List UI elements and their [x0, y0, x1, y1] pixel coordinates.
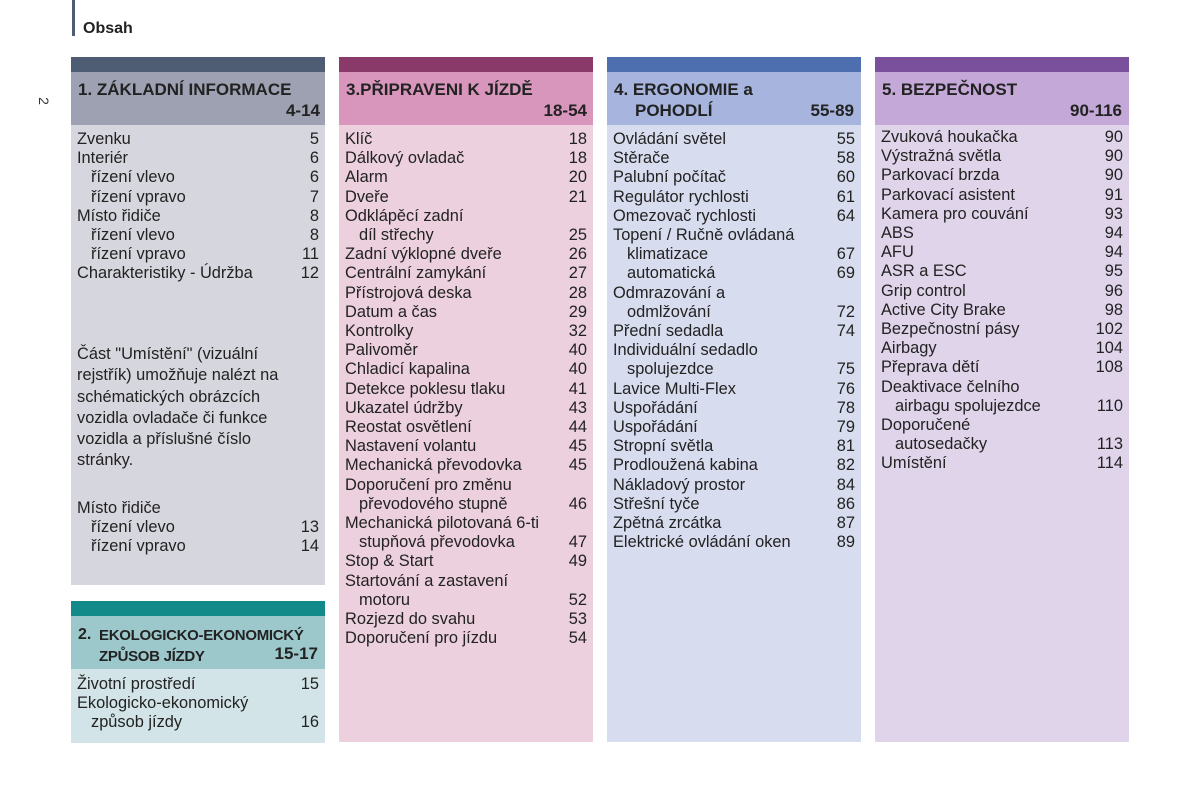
page-number: 2 [36, 97, 52, 105]
toc-entry-label: Ekologicko-ekonomický [77, 694, 249, 713]
toc-entry-label: Deaktivace čelního [881, 377, 1020, 396]
toc-entry-label: Nastavení volantu [345, 437, 477, 456]
toc-entry[interactable] [613, 168, 855, 187]
toc-entry-page: 87 [836, 514, 855, 532]
toc-entry-label: Parkovací asistent [881, 185, 1015, 204]
toc-entry-page: 32 [568, 322, 587, 340]
toc-entry[interactable] [613, 130, 855, 149]
toc-entry-label: Airbagy [881, 339, 937, 358]
section-1-note [77, 344, 319, 472]
toc-entry-page: 49 [568, 552, 587, 571]
toc-entry-label: Nákladový prostor [613, 475, 746, 494]
toc-entry-page: 45 [568, 456, 587, 475]
toc-entry[interactable] [345, 341, 587, 360]
toc-entry[interactable] [613, 188, 855, 207]
section-1-pages: 4-14 [285, 101, 320, 120]
toc-entry[interactable] [77, 518, 319, 537]
toc-entry[interactable] [881, 262, 1123, 281]
toc-entry[interactable] [881, 282, 1123, 301]
toc-entry-label: Místo řidiče [77, 499, 161, 517]
toc-entry[interactable] [613, 245, 855, 264]
toc-entry-label: ABS [881, 224, 914, 242]
toc-entry-label: stupňová převodovka [359, 533, 515, 552]
section-2-num: 2. [78, 626, 92, 643]
toc-entry-label: Uspořádání [613, 418, 698, 436]
toc-entry[interactable] [613, 303, 855, 322]
toc-entry-page: 7 [309, 187, 319, 206]
toc-entry-label: Kamera pro couvání [881, 204, 1029, 223]
section-4-title-line1: 4. ERGONOMIE a [614, 80, 753, 99]
toc-entry-label: spolujezdce [627, 360, 714, 379]
toc-entry[interactable] [345, 284, 587, 303]
section-4-body [607, 125, 861, 742]
toc-entry[interactable] [345, 188, 587, 207]
toc-entry-page: 12 [300, 264, 319, 283]
toc-entry[interactable] [613, 437, 855, 456]
toc-entry-label: Active City Brake [881, 300, 1006, 319]
toc-entry-label: AFU [881, 243, 914, 262]
toc-entry-page: 81 [836, 437, 855, 456]
toc-entry-label: Životní prostředí [77, 675, 196, 693]
toc-entry[interactable] [881, 397, 1123, 416]
toc-entry[interactable] [881, 378, 1123, 397]
toc-entry-label: řízení vlevo [91, 518, 175, 537]
toc-entry-page: 47 [568, 533, 587, 552]
toc-entry[interactable] [345, 437, 587, 456]
toc-entry[interactable] [345, 226, 587, 245]
toc-entry-label: Stop & Start [345, 552, 434, 571]
section-5-title: 5. BEZPEČNOST [882, 80, 1018, 99]
toc-entry[interactable] [881, 205, 1123, 224]
toc-entry-label: řízení vpravo [91, 187, 186, 206]
toc-entry[interactable] [881, 186, 1123, 205]
toc-entry-label: Palubní počítač [613, 168, 726, 187]
toc-entry-page: 53 [568, 610, 587, 628]
toc-entry[interactable] [345, 149, 587, 168]
section-5-pages: 90-116 [1070, 101, 1122, 120]
toc-entry[interactable] [345, 399, 587, 418]
toc-entry[interactable] [881, 416, 1123, 435]
toc-entry[interactable] [77, 168, 319, 187]
toc-entry[interactable] [77, 264, 319, 283]
note-line: Část "Umístění" (vizuální [77, 345, 259, 363]
toc-entry-label: Interiér [77, 149, 129, 168]
toc-entry[interactable] [77, 675, 319, 694]
toc-entry-label: klimatizace [627, 245, 709, 264]
toc-entry-page: 102 [1095, 320, 1123, 338]
toc-entry-page: 69 [836, 264, 855, 283]
toc-entry-label: Elektrické ovládání oken [613, 533, 791, 552]
toc-entry[interactable] [345, 533, 587, 552]
toc-entry[interactable] [881, 339, 1123, 358]
toc-entry-label: Grip control [881, 281, 966, 300]
toc-entry-page: 27 [568, 264, 587, 283]
toc-entry-page: 58 [836, 149, 855, 168]
toc-entry[interactable] [613, 322, 855, 341]
toc-entry-label: autosedačky [895, 435, 988, 454]
section-5 [875, 57, 1129, 742]
toc-entry-label: Kontrolky [345, 322, 414, 340]
toc-entry-page: 28 [568, 283, 587, 302]
section-2 [71, 601, 325, 743]
toc-entry[interactable] [881, 128, 1123, 147]
note-line: stránky. [77, 451, 134, 470]
toc-entry-page: 76 [836, 379, 855, 398]
note-line: vozidla a příslušné číslo [77, 430, 252, 449]
toc-entry-label: Umístění [881, 454, 947, 473]
toc-entry-label: Bezpečnostní pásy [881, 320, 1020, 338]
section-2-bar [71, 601, 325, 616]
toc-entry-label: Datum a čas [345, 302, 438, 321]
toc-entry-label: Lavice Multi-Flex [613, 379, 736, 398]
section-2-title-line1: EKOLOGICKO-EKONOMICKÝ [99, 627, 304, 644]
section-3-title: 3.PŘIPRAVENI K JÍZDĚ [346, 80, 533, 99]
toc-entry[interactable] [345, 130, 587, 149]
toc-entry-label: Prodloužená kabina [613, 456, 758, 475]
toc-entry[interactable] [345, 168, 587, 187]
toc-entry-page: 18 [568, 130, 587, 148]
toc-entry[interactable] [881, 454, 1123, 473]
toc-entry-page: 20 [568, 168, 587, 187]
toc-entry-label: airbagu spolujezdce [895, 396, 1041, 415]
toc-entry[interactable] [77, 149, 319, 168]
section-1-title: 1. ZÁKLADNÍ INFORMACE [78, 80, 292, 99]
toc-entry[interactable] [613, 360, 855, 379]
toc-entry-page: 43 [568, 398, 587, 417]
toc-entry-page: 8 [309, 206, 319, 225]
toc-entry-page: 21 [568, 187, 587, 206]
toc-entry[interactable] [77, 694, 319, 713]
toc-entry-label: Uspořádání [613, 398, 698, 417]
toc-entry[interactable] [77, 499, 319, 518]
toc-entry[interactable] [613, 456, 855, 475]
section-1-header[interactable] [71, 72, 325, 125]
toc-entry-label: řízení vpravo [91, 245, 186, 264]
toc-entry[interactable] [613, 226, 855, 245]
toc-entry[interactable] [613, 533, 855, 552]
toc-entry-label: Doporučení pro změnu [345, 475, 512, 494]
toc-entry-label: Výstražná světla [881, 147, 1002, 166]
toc-entry-label: Odmrazování a [613, 283, 726, 302]
toc-entry-label: Zvuková houkačka [881, 128, 1018, 146]
toc-entry-label: Individuální sedadlo [613, 341, 758, 360]
toc-entry-page: 96 [1104, 281, 1123, 300]
toc-entry-page: 54 [568, 629, 587, 648]
toc-entry-page: 5 [309, 130, 319, 148]
toc-entry-label: Doporučení pro jízdu [345, 629, 498, 648]
toc-entry-page: 52 [568, 590, 587, 609]
toc-entry[interactable] [613, 399, 855, 418]
toc-entry-page: 94 [1104, 224, 1123, 242]
toc-entry-label: motoru [359, 590, 411, 609]
section-5-bar [875, 57, 1129, 72]
toc-entry-label: Místo řidiče [77, 206, 161, 225]
toc-entry-page: 94 [1104, 243, 1123, 262]
toc-entry-page: 8 [309, 226, 319, 244]
toc-entry[interactable] [881, 224, 1123, 243]
toc-entry-label: Střešní tyče [613, 494, 700, 513]
toc-entry-page: 44 [568, 418, 587, 436]
toc-entry-label: Dveře [345, 187, 389, 206]
toc-entry-page: 6 [309, 168, 319, 187]
section-5-header[interactable] [875, 72, 1129, 125]
toc-entry-page: 61 [836, 187, 855, 206]
toc-entry-page: 72 [836, 302, 855, 321]
toc-entry-label: Stěrače [613, 149, 670, 168]
toc-entry[interactable] [345, 322, 587, 341]
toc-entry[interactable] [77, 713, 319, 732]
toc-entry[interactable] [613, 284, 855, 303]
section-3-body [339, 125, 593, 742]
toc-entry[interactable] [345, 514, 587, 533]
toc-entry-label: Zpětná zrcátka [613, 514, 722, 532]
toc-entry-page: 46 [568, 494, 587, 513]
section-2-body [71, 669, 325, 743]
toc-entry[interactable] [613, 514, 855, 533]
toc-entry-page: 79 [836, 418, 855, 436]
toc-entry-page: 95 [1104, 262, 1123, 281]
toc-entry-label: Detekce poklesu tlaku [345, 379, 506, 398]
toc-entry[interactable] [77, 245, 319, 264]
toc-entry-label: Parkovací brzda [881, 166, 1000, 185]
toc-entry-label: Zadní výklopné dveře [345, 245, 502, 264]
section-2-header[interactable] [71, 616, 325, 669]
toc-entry[interactable] [613, 495, 855, 514]
toc-entry-label: Topení / Ručně ovládaná [613, 226, 795, 244]
toc-entry-page: 13 [300, 518, 319, 537]
toc-entry-label: automatická [627, 264, 716, 283]
page-title: Obsah [83, 20, 133, 37]
toc-entry[interactable] [345, 303, 587, 322]
toc-entry[interactable] [345, 418, 587, 437]
toc-entry-page: 11 [301, 245, 319, 264]
toc-entry-page: 29 [568, 302, 587, 321]
toc-entry-label: Přední sedadla [613, 322, 724, 340]
toc-entry-label: Přeprava dětí [881, 358, 980, 377]
toc-entry[interactable] [345, 360, 587, 379]
toc-entry-page: 25 [568, 226, 587, 244]
toc-entry[interactable] [613, 476, 855, 495]
toc-entry-page: 40 [568, 341, 587, 360]
toc-entry-page: 98 [1104, 300, 1123, 319]
toc-entry-label: Stropní světla [613, 437, 714, 456]
section-3-pages: 18-54 [543, 101, 587, 120]
toc-entry[interactable] [77, 130, 319, 149]
toc-entry[interactable] [613, 149, 855, 168]
header-accent-line [72, 0, 75, 36]
toc-entry[interactable] [613, 264, 855, 283]
toc-entry-page: 41 [568, 379, 587, 398]
toc-entry[interactable] [881, 243, 1123, 262]
toc-entry-label: Přístrojová deska [345, 283, 472, 302]
toc-entry-label: řízení vlevo [91, 226, 175, 244]
toc-entry-page: 26 [568, 245, 587, 264]
toc-entry[interactable] [345, 572, 587, 591]
toc-entry-label: Startování a zastavení [345, 571, 509, 590]
section-4-header[interactable] [607, 72, 861, 125]
toc-entry-label: Centrální zamykání [345, 264, 487, 283]
toc-entry[interactable] [345, 456, 587, 475]
toc-entry-page: 82 [836, 456, 855, 475]
toc-entry-page: 6 [309, 149, 319, 168]
toc-entry-page: 74 [836, 322, 855, 340]
toc-entry-page: 18 [568, 149, 587, 168]
toc-entry-page: 91 [1104, 185, 1123, 204]
toc-entry-label: způsob jízdy [91, 713, 183, 732]
toc-entry[interactable] [613, 380, 855, 399]
toc-entry-label: Dálkový ovladač [345, 149, 465, 168]
toc-entry-page: 113 [1096, 435, 1123, 454]
toc-entry-label: Zvenku [77, 130, 131, 148]
toc-entry-page: 60 [836, 168, 855, 187]
section-5-body [875, 125, 1129, 742]
toc-entry[interactable] [345, 552, 587, 571]
section-3 [339, 57, 593, 742]
toc-entry-label: Klíč [345, 130, 373, 148]
note-line: schématických obrázcích [77, 387, 261, 406]
section-2-pages: 15-17 [274, 644, 318, 663]
toc-entry[interactable] [345, 610, 587, 629]
toc-entry[interactable] [613, 418, 855, 437]
toc-entry[interactable] [77, 226, 319, 245]
section-4-pages: 55-89 [810, 101, 854, 120]
toc-entry-page: 90 [1104, 128, 1123, 146]
section-1-bar [71, 57, 325, 72]
toc-entry-label: převodového stupně [359, 494, 508, 513]
toc-entry[interactable] [77, 188, 319, 207]
toc-entry-label: Reostat osvětlení [345, 418, 472, 436]
section-4-bar [607, 57, 861, 72]
toc-entry[interactable] [613, 207, 855, 226]
toc-entry[interactable] [881, 147, 1123, 166]
toc-entry-label: Ukazatel údržby [345, 398, 463, 417]
note-line: rejstřík) umožňuje nalézt na [77, 366, 279, 385]
toc-entry[interactable] [881, 358, 1123, 377]
toc-entry[interactable] [881, 301, 1123, 320]
note-line: vozidla ovladače či funkce [77, 408, 268, 427]
toc-entry-page: 55 [836, 130, 855, 148]
toc-entry-page: 45 [568, 437, 587, 456]
toc-entry[interactable] [345, 245, 587, 264]
toc-entry-label: řízení vlevo [91, 168, 175, 187]
toc-entry-page: 104 [1095, 339, 1123, 358]
toc-entry-label: ASR a ESC [881, 262, 967, 281]
toc-entry-page: 90 [1104, 166, 1123, 185]
toc-entry-label: Charakteristiky - Údržba [77, 264, 253, 283]
toc-entry[interactable] [345, 264, 587, 283]
section-4-title-line2: POHODLÍ [635, 101, 713, 120]
toc-entry[interactable] [345, 380, 587, 399]
section-3-bar [339, 57, 593, 72]
toc-entry-page: 14 [300, 537, 319, 556]
toc-entry-page: 89 [836, 533, 855, 552]
toc-entry-label: Mechanická převodovka [345, 456, 522, 475]
toc-entry-page: 64 [836, 206, 855, 225]
toc-entry[interactable] [881, 435, 1123, 454]
toc-entry[interactable] [345, 207, 587, 226]
toc-entry-label: Chladicí kapalina [345, 360, 470, 379]
toc-entry-label: Rozjezd do svahu [345, 610, 476, 628]
toc-entry[interactable] [77, 537, 319, 556]
toc-entry-label: Regulátor rychlosti [613, 187, 749, 206]
toc-entry-label: Mechanická pilotovaná 6-ti [345, 514, 540, 532]
section-1-body [71, 125, 325, 585]
toc-entry-label: díl střechy [359, 226, 434, 244]
toc-entry[interactable] [345, 476, 587, 495]
toc-entry-page: 90 [1104, 147, 1123, 166]
toc-entry-label: Odklápěcí zadní [345, 206, 464, 225]
toc-entry-label: odmlžování [627, 302, 711, 321]
section-3-header[interactable] [339, 72, 593, 125]
toc-entry[interactable] [881, 166, 1123, 185]
toc-entry-page: 114 [1096, 454, 1123, 473]
toc-entry-page: 93 [1104, 204, 1123, 223]
toc-entry-page: 84 [836, 475, 855, 494]
toc-entry-page: 15 [300, 675, 319, 693]
toc-entry-page: 86 [836, 494, 855, 513]
toc-entry-label: Doporučené [881, 416, 971, 434]
section-2-title-line2: ZPŮSOB JÍZDY [99, 648, 205, 665]
section-1 [71, 57, 325, 585]
toc-entry[interactable] [77, 207, 319, 226]
toc-entry-page: 67 [836, 245, 855, 264]
toc-entry-page: 40 [568, 360, 587, 379]
toc-entry-page: 78 [836, 398, 855, 417]
section-4 [607, 57, 861, 742]
toc-entry[interactable] [881, 320, 1123, 339]
toc-entry-page: 16 [300, 713, 319, 732]
toc-entry[interactable] [345, 591, 587, 610]
toc-entry[interactable] [345, 629, 587, 648]
toc-entry-label: řízení vpravo [91, 537, 186, 556]
toc-entry-page: 108 [1095, 358, 1123, 377]
toc-entry[interactable] [613, 341, 855, 360]
toc-entry[interactable] [345, 495, 587, 514]
toc-entry-page: 75 [836, 360, 855, 379]
toc-entry-label: Ovládání světel [613, 130, 726, 148]
toc-entry-page: 110 [1096, 396, 1123, 415]
toc-entry-label: Omezovač rychlosti [613, 206, 757, 225]
toc-entry-label: Alarm [345, 168, 388, 187]
toc-entry-label: Palivoměr [345, 341, 418, 360]
